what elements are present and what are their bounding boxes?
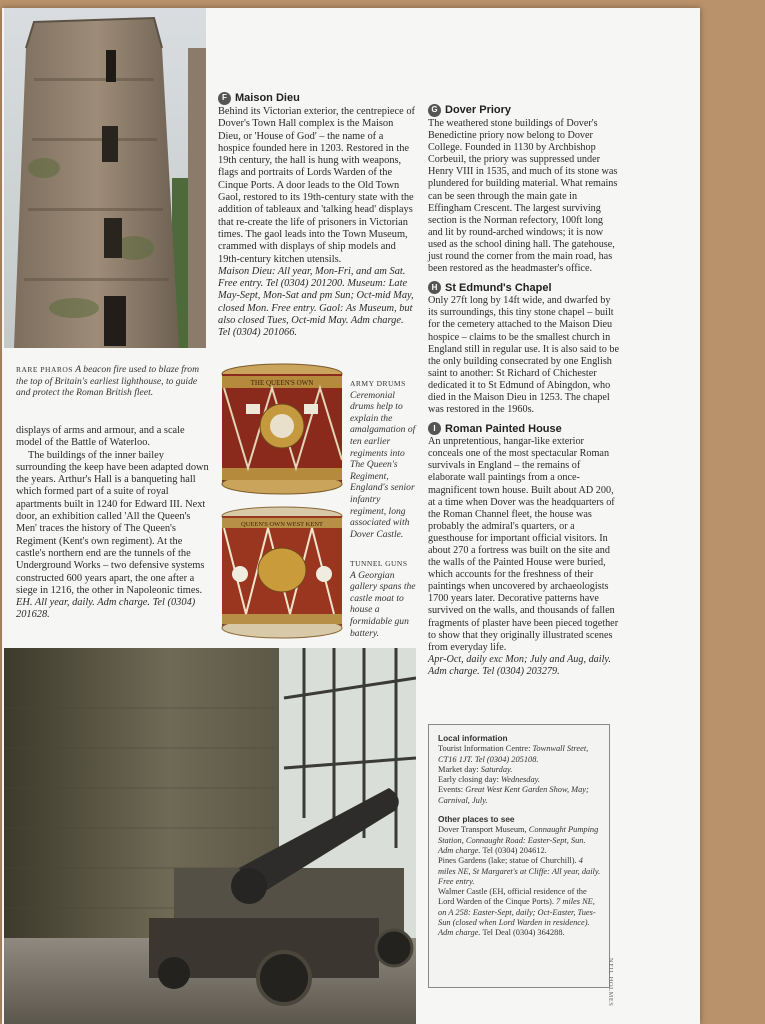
events-value: Great West Kent Garden Show, May; Carnival, July. [438, 785, 589, 805]
caption-drums-text: Ceremonial drums help to explain the amalgamation of ten earlier regiments into The Queen's Regiment, England's senior infantry regiment, long associated with Dover Castle. [350, 389, 416, 540]
caption-pharos-text: A beacon fire used to blaze from the top of Britain's earliest lighthouse, to guide and protect the Roman British fleet. [16, 364, 200, 399]
section-title-st-edmunds-chapel: St Edmund's Chapel [445, 281, 552, 294]
drum-illustration-bottom [218, 504, 346, 642]
walmer-castle-info: 7 miles NE, on A 258: Easter-Sept, daily; Oct-Easter, Tues-Sun (closed when Lord Warden in residence). Adm charge. [438, 897, 596, 938]
castle-paragraph-1: displays of arms and armour, and a scale model of the Battle of Waterloo. [16, 425, 185, 449]
transport-museum-info: Connaught Pumping Station, Connaught Road: Easter-Sept, Sun. Adm charge. [438, 825, 599, 855]
market-day-value: Saturday. [480, 764, 513, 774]
caption-pharos [16, 364, 212, 399]
walmer-castle-entry [438, 887, 601, 938]
roman-painted-house-info: Apr-Oct, daily exc Mon; July and Aug, daily. Adm charge. Tel (0304) 203279. [428, 653, 611, 677]
drum-photo-bottom [218, 504, 346, 642]
pines-gardens-entry [438, 856, 601, 887]
early-closing-value: Wednesday. [501, 775, 541, 785]
pines-gardens-info: 4 miles NE, St Margaret's at Cliffe: All year, daily. Free entry. [438, 856, 601, 886]
cannon-illustration [4, 648, 416, 1024]
st-edmunds-body: Only 27ft long by 14ft wide, and dwarfed by its surroundings, this tiny stone chapel – built for the cemetery attached to the Maison Dieu hospice – claims to be the smallest church in England still in regular use. It is also said to be the only building consecrated by one English saint to another: St Richard of Chichester dedicated it to St Edmund of Abingdon, who died in the Maison Dieu in 1253. The chapel was restored in the 1960s. [428, 295, 619, 416]
transport-museum-entry [438, 825, 601, 856]
tourist-info-line [438, 744, 601, 765]
early-closing-label: Early closing day: [438, 775, 499, 785]
section-title-roman-painted-house: Roman Painted House [445, 422, 562, 435]
section-title-maison-dieu: Maison Dieu [235, 92, 300, 105]
pharos-photo [4, 8, 206, 348]
maison-dieu-info: Maison Dieu: All year, Mon-Fri, and am Sat. Free entry. Tel (0304) 201200. Museum: Late May-Sept, Mon-Sat and pm Sun; Oct-mid May, closed Mon. Free entry. Gaol: As Museum, but also closed Tues, Oct-mid May. Adm charge. Tel (0304) 201066. [218, 265, 414, 339]
section-badge-h: H [428, 281, 441, 294]
section-title-dover-priory: Dover Priory [445, 104, 512, 117]
early-closing-line [438, 775, 601, 785]
drum-bottom-label: QUEEN'S OWN WEST KENT [241, 521, 323, 528]
section-badge-g: G [428, 104, 441, 117]
other-places-title: Other places to see [438, 814, 515, 825]
maison-dieu-body: Behind its Victorian exterior, the centrepiece of Dover's Town Hall complex is the Maison Dieu, or 'House of God' – the name of a hospice founded here in 1203. Restored in the 19th century, the hall is hung with weapons, flags and portraits of Lords Warden of the Cinque Ports. A door leads to the Old Town Gaol, restored to its 19th-century state with the addition of tableaux and 'talking head' displays that re-create the life of prisoners in Victorian times. The gaol leads into the Town Museum, crammed with displays of ship models and 19th-century kitchen utensils. [218, 106, 415, 265]
pharos-illustration [4, 8, 206, 348]
walmer-castle-name: Walmer Castle (EH, official residence of the Lord Warden of the Cinque Ports). [438, 887, 587, 907]
caption-guns-text: A Georgian gallery spans the castle moat to house a formidable gun battery. [350, 569, 416, 639]
castle-continuation [16, 425, 212, 622]
transport-museum-name: Dover Transport Museum, [438, 825, 527, 835]
market-day-line [438, 765, 601, 775]
caption-drums-label: ARMY DRUMS [350, 379, 406, 388]
section-badge-f: F [218, 92, 231, 105]
castle-paragraph-2: The buildings of the inner bailey surrounding the keep have been adapted down the years. Arthur's Hall is a banqueting hall which formed part of a suite of royal apartments built in 1240 for Edward III. Next door, an exhibition called 'All the Queen's Men' traces the history of The Queen's Regiment (Kent's own regiment). At the castle's northern end are the tunnels of the Underground Works – two defensive systems constructed 600 years apart, the one after a siege in 1216, the other in Napoleonic times. [16, 449, 209, 596]
pines-gardens-name: Pines Gardens (lake; statue of Churchill). [438, 856, 577, 866]
brochure-page [2, 8, 700, 1024]
caption-guns [350, 558, 416, 639]
right-column [428, 104, 620, 678]
photo-credit: NEIL HOLMES [607, 958, 614, 1007]
section-badge-i: I [428, 422, 441, 435]
roman-painted-house-body: An unpretentious, hangar-like exterior conceals one of the most spectacular Roman survivals in England – the remains of elaborate wall paintings from a once-magnificent town house. Built about AD 200, at a time when Dover was the headquarters of the Roman Channel fleet, the house was probably the admiral's quarters, or a guesthouse for important official visitors. In about 270 a fortress was built on the site and the walls of the Painted House were buried, which accounts for the freshness of their paintings when uncovered by archaeologists 1700 years later. Decorative patterns have survived on the walls, and thousands of fallen fragments of plaster have been pieced together to show that they originally illustrated scenes from everyday life. [428, 436, 619, 653]
local-information-title: Local information [438, 733, 508, 743]
drum-top-label: THE QUEEN'S OWN [250, 379, 314, 387]
caption-guns-label: TUNNEL GUNS [350, 559, 408, 568]
events-line [438, 785, 601, 806]
drum-illustration-top [218, 360, 346, 498]
tourist-info-value: Townwall Street, CT16 1JT. Tel (0304) 205108. [438, 744, 589, 764]
transport-museum-tel: Tel (0304) 204612. [482, 845, 547, 855]
drum-photo-top [218, 360, 346, 498]
castle-info: EH. All year, daily. Adm charge. Tel (0304) 201628. [16, 597, 196, 621]
events-label: Events: [438, 785, 464, 795]
market-day-label: Market day: [438, 764, 479, 774]
walmer-castle-tel: Tel Deal (0304) 364288. [482, 928, 565, 938]
section-maison-dieu [218, 92, 416, 340]
local-information-box [428, 724, 610, 988]
tunnel-gun-photo [4, 648, 416, 1024]
dover-priory-body: The weathered stone buildings of Dover's Benedictine priory now belong to Dover College. Founded in 1130 by Archbishop Corbeuil, the priory was suppressed under Henry VIII in 1535, and much of its stone was plundered for building material. What remains can be seen through the main gate in Effingham Crescent. The largest surviving section is the Norman refectory, 100ft long and lit by round-arched windows; it is now used as the school dining hall. The gatehouse, just round the corner from the main road, has been restored as the headmaster's office. [428, 118, 618, 275]
tourist-info-label: Tourist Information Centre: [438, 744, 531, 754]
caption-drums [350, 378, 416, 540]
caption-pharos-label: RARE PHAROS [16, 365, 73, 374]
